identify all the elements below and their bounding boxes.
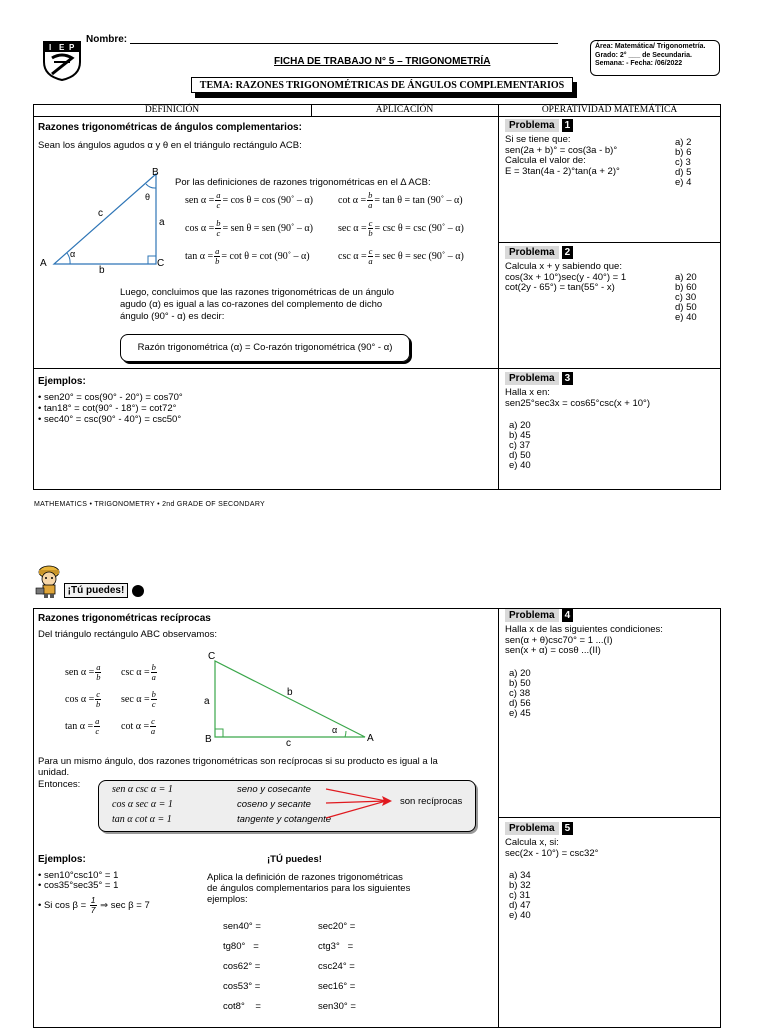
tupuedes2-line: de ángulos complementarios para los siguientes	[207, 883, 411, 894]
recip-r1: csc α =	[121, 666, 150, 678]
nombre-label: Nombre:	[86, 34, 128, 45]
triangle1-side-c: c	[98, 208, 103, 219]
def-r2: = tan θ = tan (90˚ – α)	[374, 194, 463, 206]
product-1: sen α csc α = 1	[112, 784, 173, 795]
tupuedes2-title: ¡TÚ puedes!	[267, 854, 322, 865]
section2-title: Razones trigonométricas recíprocas	[38, 613, 211, 624]
nombre-line[interactable]	[130, 43, 558, 44]
recip-rn: c	[151, 716, 155, 726]
column-header-aplicacion: APLICACIÓN	[375, 105, 434, 115]
def-ld: c	[216, 200, 221, 210]
problem-line: Halla x de las siguientes condiciones:	[505, 624, 663, 635]
triangle1-alpha: α	[70, 249, 76, 259]
triangle1-side-b: b	[99, 265, 105, 276]
def-rd: a	[368, 200, 373, 210]
def-l2: = cos θ = cos (90˚ – α)	[222, 194, 313, 206]
def-rd: a	[368, 256, 373, 266]
recip-rd: c	[151, 699, 156, 709]
option[interactable]: e) 40	[509, 910, 531, 921]
option[interactable]: a) 20	[675, 272, 697, 283]
def-l1: sen α =	[185, 194, 215, 206]
problem-number: 4	[562, 609, 574, 622]
option[interactable]: e) 4	[675, 177, 692, 188]
examples2-list	[38, 871, 118, 891]
def-ld: c	[216, 228, 221, 238]
problem-label: Problema	[505, 609, 559, 622]
problem-5	[505, 822, 717, 921]
boxed-rule-text: Razón trigonométrica (α) = Co-razón trigonométrica (90° - α)	[137, 342, 393, 353]
recip-rd: a	[150, 726, 156, 736]
product-3: tan α cot α = 1	[112, 814, 172, 825]
table-1-row-line-1	[33, 368, 499, 369]
example3-pre: • Si cos β =	[38, 900, 87, 912]
recip-ln: a	[95, 716, 100, 726]
triangle2-side-b: b	[287, 687, 293, 698]
section1-title: Razones trigonométricas de ángulos complementarios:	[38, 122, 302, 133]
option[interactable]: d) 56	[509, 697, 531, 709]
info-area: Área: Matemática/ Trigonometría.	[595, 43, 706, 50]
recip-ld: b	[96, 672, 101, 682]
triangle1-vertex-c: C	[157, 258, 165, 269]
tupuedes2-line: ejemplos:	[207, 894, 248, 905]
def-rn: c	[368, 218, 373, 228]
problem-line: Calcula x, si:	[505, 837, 559, 848]
example-3	[38, 896, 150, 915]
option[interactable]: b) 6	[675, 147, 692, 158]
boxed-rule	[120, 334, 410, 362]
def-l2: = sen θ = sen (90˚ – α)	[222, 222, 313, 234]
triangle1-vertex-b: B	[152, 167, 159, 178]
example3-denominator: 7	[90, 905, 96, 915]
recip-ln: c	[96, 689, 100, 699]
black-dot-icon	[132, 585, 144, 597]
exercise-row[interactable]: ctg3° =	[318, 941, 354, 952]
examples2-title: Ejemplos:	[38, 854, 86, 865]
problem-divider-3	[498, 817, 721, 818]
triangle2-vertex-a: A	[367, 733, 374, 744]
explain-line: unidad.	[38, 767, 70, 778]
tema-banner: TEMA: RAZONES TRIGONOMÉTRICAS DE ÁNGULOS COMPLEMENTARIOS	[191, 77, 573, 93]
problem-line: sen(α + θ)csc70° = 1 ...(I)	[505, 634, 613, 646]
problem-label: Problema	[505, 119, 559, 132]
tupuedes-tag	[64, 583, 128, 598]
problem-number: 1	[562, 119, 574, 132]
problem-line: Calcula x + y sabiendo que:	[505, 261, 622, 272]
example-item: • sen10°csc10° = 1	[38, 870, 119, 881]
exercise-row[interactable]: sen40° =	[223, 921, 261, 932]
def-r1: csc α =	[338, 250, 367, 262]
def-r2: = csc θ = csc (90˚ – α)	[374, 222, 464, 234]
svg-text:E: E	[59, 43, 65, 52]
column-header-definicion: DEFINICIÓN	[144, 105, 200, 115]
example-item: • sen20° = cos(90° - 20°) = cos70°	[38, 392, 183, 403]
def-r1: sec α =	[338, 222, 367, 234]
problem-line: Calcula el valor de:	[505, 155, 586, 166]
recip-l1: tan α =	[65, 720, 94, 732]
option[interactable]: b) 32	[509, 880, 531, 891]
triangle2-side-c: c	[286, 738, 291, 749]
svg-text:P: P	[69, 43, 75, 52]
option[interactable]: d) 47	[509, 900, 531, 911]
option[interactable]: b) 45	[509, 430, 531, 441]
exercise-row[interactable]: cos62° =	[223, 961, 261, 972]
example3-post: ⇒ sec β = 7	[100, 900, 150, 912]
triangle-acb	[36, 162, 176, 276]
conclusion-line: ángulo (90° - α) es decir:	[120, 311, 225, 322]
recip-r1: cot α =	[121, 720, 150, 732]
product-name-1: seno y cosecante	[237, 784, 311, 795]
option[interactable]: c) 31	[509, 890, 531, 901]
problem-divider-2	[498, 368, 721, 369]
problem-2-options	[675, 273, 697, 323]
def-l1: cos α =	[185, 222, 215, 234]
def-l1: tan α =	[185, 250, 214, 262]
problem-label: Problema	[505, 246, 559, 259]
exercise-row[interactable]: sen30° =	[318, 1001, 356, 1012]
section1-intro: Sean los ángulos agudos α y θ en el triángulo rectángulo ACB:	[38, 140, 302, 151]
recip-rn: b	[151, 662, 156, 672]
tupuedes-label: ¡Tú puedes!	[67, 585, 125, 596]
triangle1-side-a: a	[159, 217, 165, 228]
recip-ld: b	[95, 699, 101, 709]
exercise-row[interactable]: cos53° =	[223, 981, 261, 992]
explain-line: Para un mismo ángulo, dos razones trigonométricas son recíprocas si su producto es igual a la	[38, 756, 438, 767]
option[interactable]: b) 50	[509, 677, 531, 689]
recip-l1: cos α =	[65, 693, 95, 705]
def-r1: cot α =	[338, 194, 367, 206]
def-rn: c	[368, 246, 373, 256]
problem-line: cos(3x + 10°)sec(y - 40°) = 1	[505, 271, 627, 283]
tupuedes2-line: Aplica la definición de razones trigonométricas	[207, 872, 403, 883]
conclusion-line: Luego, concluimos que las razones trigonométricas de un ángulo	[120, 287, 395, 298]
school-logo	[40, 38, 84, 82]
problem-number: 2	[562, 246, 574, 259]
option[interactable]: e) 40	[509, 460, 531, 471]
problem-line: sen(2a + b)° = cos(3a - b)°	[505, 144, 618, 156]
red-arrows	[322, 782, 394, 824]
info-box	[590, 40, 720, 76]
info-semana: Semana: - Fecha: /06/2022	[595, 60, 683, 67]
problem-line: sen25°sec3x = cos65°csc(x + 10°)	[505, 397, 650, 409]
son-reciprocas-label: son recíprocas	[400, 796, 463, 807]
option[interactable]: a) 34	[509, 870, 531, 881]
option[interactable]: c) 37	[509, 440, 531, 451]
page-footer: MATHEMATICS • TRIGONOMETRY • 2nd GRADE OF SECONDARY	[34, 501, 266, 508]
example-item: • cos35°sec35° = 1	[38, 880, 119, 891]
problem-line: sec(2x - 10°) = csc32°	[505, 847, 599, 859]
option[interactable]: a) 2	[675, 137, 692, 148]
triangle1-vertex-a: A	[40, 258, 47, 269]
option[interactable]: b) 60	[675, 282, 697, 293]
product-name-2: coseno y secante	[237, 799, 311, 810]
option[interactable]: a) 20	[509, 420, 531, 431]
def-ln: a	[216, 190, 221, 200]
problem-line: sen(x + α) = cosθ ...(II)	[505, 645, 601, 656]
problem-line: Si se tiene que:	[505, 134, 571, 145]
option[interactable]: d) 5	[675, 167, 692, 178]
option[interactable]: e) 40	[675, 312, 697, 323]
problem-4	[505, 609, 717, 719]
def-ln: b	[216, 218, 221, 228]
examples1-list	[38, 392, 183, 425]
info-grado: Grado: 2° ___ de Secundaria.	[595, 51, 692, 59]
problem-line: E = 3tan(4a - 2)°tan(a + 2)°	[505, 165, 620, 177]
option[interactable]: d) 50	[509, 450, 531, 461]
triangle-abc	[205, 655, 375, 745]
def-r2: = sec θ = sec (90˚ – α)	[374, 250, 464, 262]
table-2-col-line	[498, 608, 499, 1028]
def-l2: = cot θ = cot (90˚ – α)	[221, 250, 310, 262]
table-1-header-line	[33, 116, 721, 117]
exercise-row[interactable]: sec16° =	[318, 981, 356, 992]
column-header-operatividad: OPERATIVIDAD MATEMÁTICA	[541, 105, 678, 115]
conclusion-text	[120, 287, 394, 323]
problem-3	[505, 372, 717, 471]
recip-rn: b	[151, 689, 156, 699]
triangle2-vertex-c: C	[208, 651, 216, 662]
example-item: • sec40° = csc(90° - 40°) = csc50°	[38, 414, 182, 425]
def-ld: b	[215, 256, 220, 266]
def-rd: b	[368, 228, 373, 238]
worksheet-title: FICHA DE TRABAJO N° 5 – TRIGONOMETRÍA	[274, 56, 491, 67]
option[interactable]: d) 50	[675, 302, 697, 313]
mascot-icon	[34, 562, 64, 598]
recip-rd: a	[151, 672, 156, 682]
problem-number: 5	[562, 822, 574, 835]
triangle2-alpha: α	[332, 725, 338, 735]
triangle1-theta: θ	[145, 192, 151, 202]
explain-text	[38, 756, 438, 778]
example3-numerator: 1	[90, 895, 96, 905]
option[interactable]: c) 3	[675, 157, 691, 168]
exercise-row[interactable]: csc24° =	[318, 961, 355, 972]
problem-line: Halla x en:	[505, 387, 550, 398]
def-rn: b	[368, 190, 373, 200]
option[interactable]: c) 38	[509, 687, 531, 699]
exercise-row[interactable]: sec20° =	[318, 921, 356, 932]
product-2: cos α sec α = 1	[112, 799, 173, 810]
product-name-3: tangente y cotangente	[237, 814, 332, 825]
option[interactable]: e) 45	[509, 707, 531, 719]
tupuedes2-text	[207, 872, 410, 905]
exercise-row[interactable]: cot8° =	[223, 1001, 261, 1012]
entonces-label: Entonces:	[38, 779, 81, 790]
svg-text:I: I	[49, 43, 52, 52]
option[interactable]: a) 20	[509, 667, 531, 679]
def-ln: a	[215, 246, 220, 256]
problem-line: cot(2y - 65°) = tan(55° - x)	[505, 282, 615, 293]
option[interactable]: c) 30	[675, 292, 697, 303]
exercise-row[interactable]: tg80° =	[223, 941, 259, 952]
section2-intro: Del triángulo rectángulo ABC observamos:	[38, 629, 218, 640]
problem-label: Problema	[505, 822, 559, 835]
triangle2-side-a: a	[204, 696, 210, 707]
problem-label: Problema	[505, 372, 559, 385]
recip-r1: sec α =	[121, 693, 150, 705]
defs-intro: Por las definiciones de razones trigonométricas en el ∆ ACB:	[175, 177, 431, 188]
problem-divider-1	[498, 242, 721, 243]
problem-number: 3	[562, 372, 574, 385]
problem-1-options	[675, 138, 691, 188]
table-1-col-line-2	[498, 104, 499, 490]
recip-ln: a	[96, 662, 101, 672]
conclusion-line: agudo (α) es igual a las co-razones del complemento de dicho	[120, 299, 383, 310]
examples1-title: Ejemplos:	[38, 376, 86, 387]
recip-l1: sen α =	[65, 666, 95, 678]
recip-ld: c	[95, 726, 100, 736]
example-item: • tan18° = cot(90° - 18°) = cot72°	[38, 403, 177, 414]
triangle2-vertex-b: B	[205, 734, 212, 745]
